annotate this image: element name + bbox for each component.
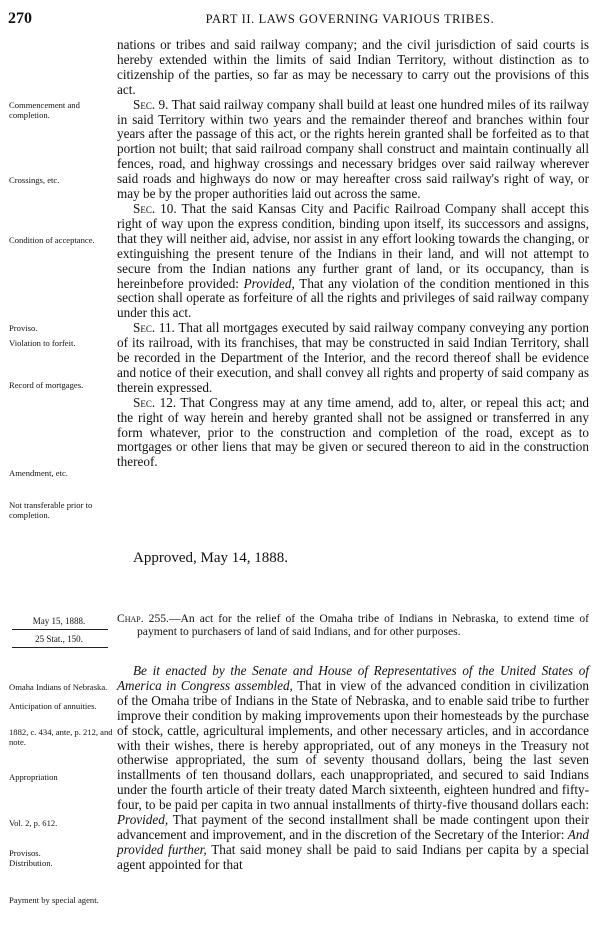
section-label: Sec. 11. [133,320,175,336]
section-9 [117,98,589,202]
chapter-heading [117,612,589,638]
margin-note-provisos: Provisos. [9,848,41,858]
margin-note-omaha: Omaha Indians of Nebraska. [9,682,108,692]
section-11 [117,321,589,396]
chapter-label: Chap. 255. [117,612,169,625]
chapter-enacting-paragraph [117,664,589,873]
page-number: 270 [8,10,32,27]
margin-note-commencement: Commencement and completion. [9,100,80,120]
section-label: Sec. 9. [133,96,169,112]
margin-note-violation: Violation to forfeit. [9,338,76,348]
margin-note-appropriation: Appropriation [9,772,58,782]
section-label: Sec. 12. [133,394,177,410]
margin-note-crossings: Crossings, etc. [9,175,60,185]
chapter-body [117,664,589,873]
margin-note-proviso: Proviso. [9,323,38,333]
margin-note-vol: Vol. 2, p. 612. [9,818,58,828]
proviso-word: Provided, [117,812,169,828]
statute-rule [12,647,108,648]
section-text: That any violation of the condition mentioned in this section shall operate as forfeiture of all the rights and privileges of said railway company under this act. [117,275,590,321]
margin-note-not-transferable: Not transferable prior to completion. [9,500,93,520]
chapter-text: That payment of the second installment shall be made contingent upon their advancement and improvement, and in the discretion of the Secretary of the Interior: [117,812,590,842]
approval-line: Approved, May 14, 1888. [133,550,288,566]
chapter-text: That in view of the advanced condition in civilization of the Omaha tribe of Indians in the State of Nebraska, and to enable said tribe to further improve their condition by making improvements upon their homesteads by the purchase of stock, cattle, agricultural implements, and other necessary articles, and in accordance with their wishes, there is hereby appropriated, out of any moneys in the Treasury not otherwise appropriated, the sum of seventy thousand dollars, being the last seven installments of ten thousand dollars, each unappropriated, and secured to said Indians under the fourth article of their treaty dated March sixteenth, eighteen hundred and fifty-four, to be paid per capita in two annual installments of thirty-five thousand dollars each: [117,677,589,813]
margin-note-payment: Payment by special agent. [9,895,99,905]
section-text: That the said Kansas City and Pacific Railroad Company shall accept this right of way upon the express condition, binding upon itself, its successors and assigns, that they will neither aid, advise, nor assist in any effort looking towards the changing, or extinguishing the present tenure of the Indians in their land, and will not attempt to secure from the Indian nations any further grant of land, or its occupancy, than is hereinbefore provided: [117,200,589,291]
continuation-paragraph: nations or tribes and said railway company; and the civil jurisdiction of said courts is hereby extended within the limits of said Indian Territory, without distinction as to citizenship of the parties, so far as may be necessary to carry out the provisions of this act. [117,37,589,97]
act-body [117,38,589,470]
margin-note-amendment: Amendment, etc. [9,468,68,478]
proviso-further-word: And provided further, [117,826,590,857]
margin-note-condition: Condition of acceptance. [9,235,95,245]
chapter-text: That said money shall be paid to said Indians per capita by a special agent appointed for that [117,841,589,872]
running-title: PART II. LAWS GOVERNING VARIOUS TRIBES. [205,12,495,26]
section-10 [117,202,589,321]
section-text: That said railway company shall build at least one hundred miles of its railway in said Territory within two years and the remainder thereof and branches within four years after the passage of this act, or the rights herein granted shall be forfeited as to that portion not built; that said railroad company shall construct and maintain continually all fences, road, and highway crossings and necessary bridges over said railway wherever said roads and highways do now or may hereafter cross said railway's right of way, or may be by the proper authorities laid out across the same. [117,96,589,202]
margin-note-citation: 1882, c. 434, ante, p. 212, and note. [9,727,113,747]
chapter-date: May 15, 1888. [32,616,86,626]
page-header [8,10,592,30]
section-label: Sec. 10. [133,200,177,216]
chapter-title: —An act for the relief of the Omaha tribe of Indians in Nebraska, to extend time of payment to purchasers of land of said Indians, and for other purposes. [137,612,589,639]
section-text: That all mortgages executed by said railway company conveying any portion of its railroad, with its franchises, that may be constructed in said Indian Territory, shall be recorded in the Department of the Interior, and the record thereof shall be evidence and notice of their execution, and shall convey all rights and property of said company as therein expressed. [117,320,589,395]
margin-note-anticipation: Anticipation of annuities. [9,701,97,711]
date-rule [12,629,108,630]
enacting-clause: Be it enacted by the Senate and House of Representatives of the United States of America in Congress assembled, [117,663,589,693]
section-12 [117,396,589,471]
margin-note-mortgages: Record of mortgages. [9,380,84,390]
margin-note-distribution: Distribution. [9,858,53,868]
proviso-word: Provided, [243,275,295,291]
section-text: That Congress may at any time amend, add to, alter, or repeal this act; and the right of way herein and hereby granted shall not be assigned or transferred in any form whatever, prior to the construction and completion of the road, except as to mortgages or other liens that may be given or secured thereon to aid in the construction thereof. [117,394,590,470]
chapter-heading-line [117,612,589,638]
chapter-statute: 25 Stat., 150. [35,634,83,644]
